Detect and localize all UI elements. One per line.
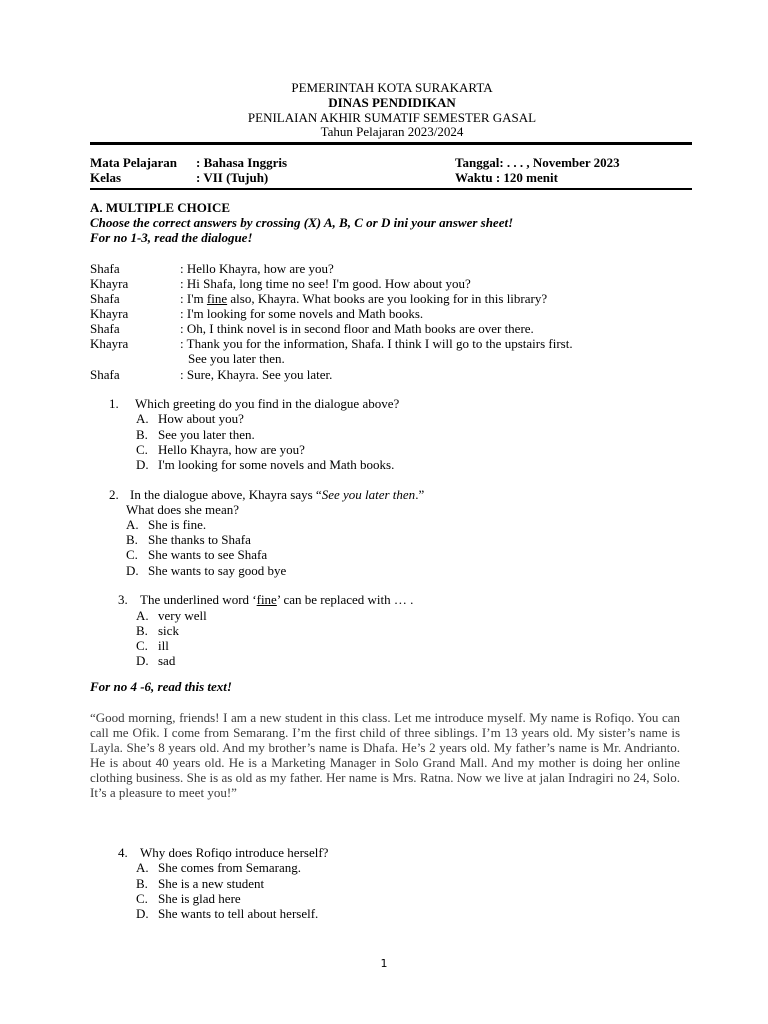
option-letter: A. xyxy=(136,411,149,426)
option-text: She is a new student xyxy=(158,876,265,891)
question-text-line2: What does she mean? xyxy=(126,502,239,517)
subject-label: Mata Pelajaran xyxy=(90,155,178,170)
reading-text: “Good morning, friends! I am a new student in this class. Let me introduce myself. My name is Rofiqo. You can call me Ofik. I come from Semarang. I’m the first child of three siblings. I’m 13 years old. My sister’s name is Layla. She’s 8 years old. And my brother’s name is Dhafa. He’s 2 years old. My father’s name is Mr. Andrianto. He is about 40 years old. He is a Marketing Manager in Solo Grand Mall. And my mother is doing her online clothing business. She is as old as my father. Her name is Mrs. Ratna. Now we live at jalan Indragiri no 24, Solo. It’s a pleasure to meet you!” xyxy=(90,710,680,800)
question-text-part: .” xyxy=(415,487,425,502)
dialogue-speaker: Shafa xyxy=(90,367,120,382)
dialogue-line: : Thank you for the information, Shafa. I think I will go to the upstairs first. xyxy=(180,336,573,351)
question-number: 2. xyxy=(109,487,119,502)
dialogue-text: also, Khayra. What books are you looking for in this library? xyxy=(227,291,548,306)
class-value: : VII (Tujuh) xyxy=(196,170,269,185)
page-number: 1 xyxy=(380,957,388,970)
underlined-word: fine xyxy=(206,291,228,306)
underlined-word: fine xyxy=(256,592,277,607)
dialogue-speaker: Shafa xyxy=(90,261,120,276)
option-text: She is fine. xyxy=(148,517,207,532)
header-government: PEMERINTAH KOTA SURAKARTA xyxy=(291,80,493,95)
dialogue-line: : Sure, Khayra. See you later. xyxy=(180,367,333,382)
dialogue-text: : I'm xyxy=(180,291,207,306)
option-letter: A. xyxy=(126,517,139,532)
dialogue-line: : Hi Shafa, long time no see! I'm good. How about you? xyxy=(180,276,471,291)
option-text: sad xyxy=(158,653,176,668)
dialogue-speaker: Khayra xyxy=(90,306,129,321)
subject-value: : Bahasa Inggris xyxy=(196,155,288,170)
option-text: She comes from Semarang. xyxy=(158,860,301,875)
option-text: very well xyxy=(158,608,207,623)
option-letter: A. xyxy=(136,608,149,623)
date-field xyxy=(455,155,620,170)
question-text-part: The underlined word ‘ xyxy=(140,592,257,607)
question-number: 3. xyxy=(118,592,128,607)
option-letter: C. xyxy=(136,638,148,653)
question-text-part: In the dialogue above, Khayra says “ xyxy=(130,487,322,502)
option-text: Hello Khayra, how are you? xyxy=(158,442,305,457)
reading-instruction: For no 4 -6, read this text! xyxy=(90,679,232,694)
dialogue-line: : Hello Khayra, how are you? xyxy=(180,261,334,276)
question-text: Which greeting do you find in the dialogue above? xyxy=(135,396,400,411)
time-label: Waktu : xyxy=(455,170,501,185)
header-rule xyxy=(90,142,692,145)
option-text: She wants to say good bye xyxy=(148,563,287,578)
dialogue-line-continued: See you later then. xyxy=(188,351,285,366)
option-letter: D. xyxy=(136,906,149,921)
option-letter: B. xyxy=(136,876,148,891)
dialogue-line: : Oh, I think novel is in second floor and Math books are over there. xyxy=(180,321,534,336)
question-number: 4. xyxy=(118,845,128,860)
question-number: 1. xyxy=(109,396,119,411)
option-text: She is glad here xyxy=(158,891,241,906)
option-letter: B. xyxy=(136,623,148,638)
section-instruction: Choose the correct answers by crossing (X) A, B, C or D ini your answer sheet! xyxy=(90,215,514,230)
option-text: I'm looking for some novels and Math books. xyxy=(158,457,395,472)
dialogue-line: : I'm looking for some novels and Math books. xyxy=(180,306,424,321)
dialogue-instruction: For no 1-3, read the dialogue! xyxy=(90,230,253,245)
dialogue-line xyxy=(180,291,547,306)
option-text: She wants to tell about herself. xyxy=(158,906,319,921)
option-text: She thanks to Shafa xyxy=(148,532,251,547)
question-text: Why does Rofiqo introduce herself? xyxy=(140,845,329,860)
time-field xyxy=(455,170,558,185)
option-letter: C. xyxy=(126,547,138,562)
dialogue-speaker: Khayra xyxy=(90,276,129,291)
dialogue-speaker: Shafa xyxy=(90,291,120,306)
dialogue-speaker: Khayra xyxy=(90,336,129,351)
question-text xyxy=(130,487,424,502)
option-text: sick xyxy=(158,623,179,638)
date-value: . . . , November 2023 xyxy=(503,155,620,170)
date-label: Tanggal: xyxy=(455,155,504,170)
option-letter: C. xyxy=(136,891,148,906)
header-school-year: Tahun Pelajaran 2023/2024 xyxy=(320,124,464,139)
option-letter: A. xyxy=(136,860,149,875)
header-department: DINAS PENDIDIKAN xyxy=(328,95,456,110)
info-rule xyxy=(90,188,692,190)
section-title: A. MULTIPLE CHOICE xyxy=(90,200,231,215)
option-text: How about you? xyxy=(158,411,244,426)
option-letter: D. xyxy=(136,457,149,472)
header-exam-title: PENILAIAN AKHIR SUMATIF SEMESTER GASAL xyxy=(247,110,537,125)
time-value: 120 menit xyxy=(500,170,558,185)
option-text: ill xyxy=(158,638,169,653)
option-text: See you later then. xyxy=(158,427,255,442)
option-letter: D. xyxy=(126,563,139,578)
class-label: Kelas xyxy=(90,170,122,185)
option-letter: C. xyxy=(136,442,148,457)
question-text xyxy=(140,592,413,607)
quoted-phrase: See you later then xyxy=(321,487,416,502)
option-letter: B. xyxy=(136,427,148,442)
dialogue-speaker: Shafa xyxy=(90,321,120,336)
option-text: She wants to see Shafa xyxy=(148,547,268,562)
option-letter: B. xyxy=(126,532,138,547)
option-letter: D. xyxy=(136,653,149,668)
question-text-part: ’ can be replaced with … . xyxy=(276,592,414,607)
